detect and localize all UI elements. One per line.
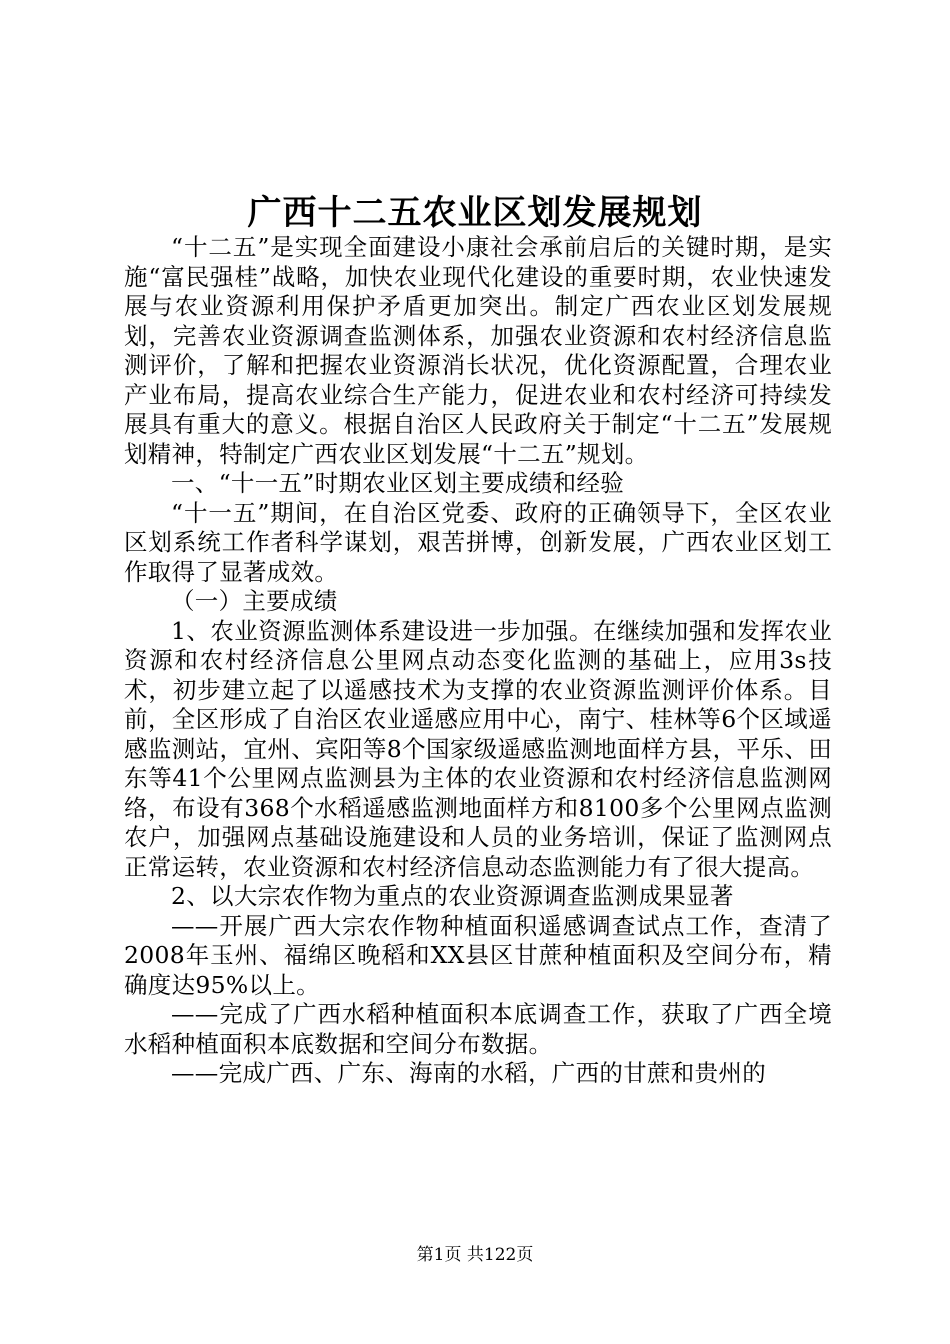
bullet-paragraph-1: ——开展广西大宗农作物种植面积遥感调查试点工作，查清了2008年玉州、福绵区晚稻和XX县区甘蔗种植面积及空间分布，精确度达95%以上。 — [124, 911, 832, 999]
bullet-paragraph-3: ——完成广西、广东、海南的水稻，广西的甘蔗和贵州的 — [171, 1059, 766, 1087]
document-title: 广西十二五农业区划发展规划 — [247, 193, 703, 233]
section-1-paragraph: “十一五”期间，在自治区党委、政府的正确领导下，全区农业区划系统工作者科学谋划，艰苦拼博，创新发展，广西农业区划工作取得了显著成效。 — [124, 498, 832, 586]
document-body — [124, 233, 832, 1089]
bullet-paragraph-2: ——完成了广西水稻种植面积本底调查工作，获取了广西全境水稻种植面积本底数据和空间分布数据。 — [124, 1000, 832, 1058]
section-heading-1: 一、“十一五”时期农业区划主要成绩和经验 — [171, 469, 625, 497]
intro-paragraph: “十二五”是实现全面建设小康社会承前启后的关键时期，是实施“富民强桂”战略，加快农业现代化建设的重要时期，农业快速发展与农业资源利用保护矛盾更加突出。制定广西农业区划发展规划，完善农业资源调查监测体系，加强农业资源和农村经济信息监测评价，了解和把握农业资源消长状况，优化资源配置，合理农业产业布局，提高农业综合生产能力，促进农业和农村经济可持续发展具有重大的意义。根据自治区人民政府关于制定“十二五”发展规划精神，特制定广西农业区划发展“十二五”规划。 — [124, 233, 832, 468]
achievement-2-heading: 2、以大宗农作物为重点的农业资源调查监测成果显著 — [171, 882, 734, 910]
page-number-footer: 第1页 共122页 — [416, 1245, 534, 1265]
subsection-heading-main-achievements: （一）主要成绩 — [171, 587, 338, 615]
achievement-1-paragraph: 1、农业资源监测体系建设进一步加强。在继续加强和发挥农业资源和农村经济信息公里网点动态变化监测的基础上，应用3s技术，初步建立起了以遥感技术为支撑的农业资源监测评价体系。目前，全区形成了自治区农业遥感应用中心，南宁、桂林等6个区域遥感监测站，宜州、宾阳等8个国家级遥感监测地面样方县，平乐、田东等41个公里网点监测县为主体的农业资源和农村经济信息监测网络，布设有368个水稻遥感监测地面样方和8100多个公里网点监测农户，加强网点基础设施建设和人员的业务培训，保证了监测网点正常运转，农业资源和农村经济信息动态监测能力有了很大提高。 — [124, 616, 832, 881]
